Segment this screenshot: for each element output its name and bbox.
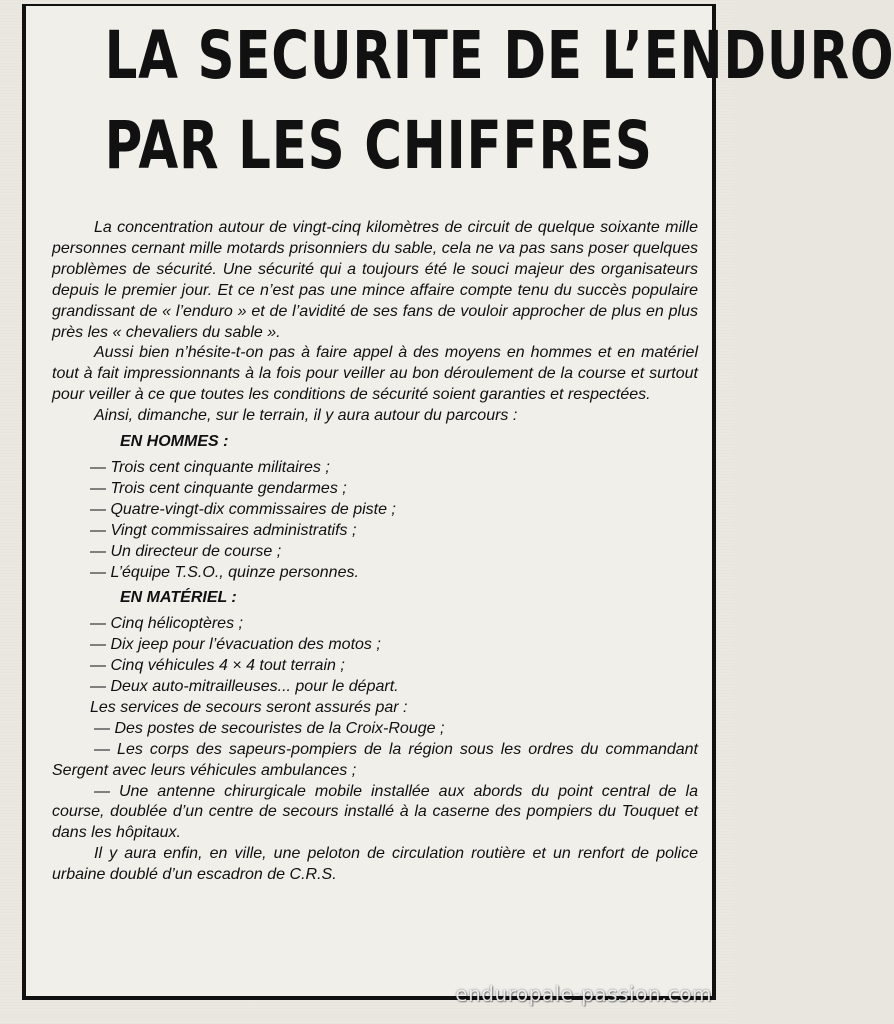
heading-material: EN MATÉRIEL : [120, 589, 237, 607]
paragraph-means: Aussi bien n’hésite-t-on pas à faire appel à des moyens en hommes et en matériel tout à fait impressionnants à la fois pour veiller au bon déroulement de la course et surtout pour veiller à ce que toutes les conditions de sécurité soient garanties et respectées. [52, 344, 698, 404]
article-body [52, 218, 698, 886]
list-item-material: — Cinq hélicoptères ; [90, 615, 243, 633]
list-item-men: — Trois cent cinquante militaires ; [90, 458, 330, 476]
rescue-intro: Les services de secours seront assurés par : [90, 698, 408, 716]
list-item-men: — Trois cent cinquante gendarmes ; [90, 479, 347, 497]
list-item-rescue: — Une antenne chirurgicale mobile installée aux abords du point central de la course, doublée d’un centre de secours installé à la caserne des pompiers du Touquet et dans les hôpitaux. [52, 782, 698, 842]
list-item-rescue: — Des postes de secouristes de la Croix-Rouge ; [94, 719, 445, 737]
list-item-rescue: — Les corps des sapeurs-pompiers de la région sous les ordres du commandant Sergent avec leurs véhicules ambulances ; [52, 740, 698, 779]
headline-line-1: LA SECURITE DE L’ENDURO [104, 17, 894, 94]
list-item-men: — Quatre-vingt-dix commissaires de piste ; [90, 500, 396, 518]
list-item-material: — Dix jeep pour l’évacuation des motos ; [90, 636, 381, 654]
list-item-material: — Deux auto-mitrailleuses... pour le départ. [90, 678, 399, 696]
list-item-material: — Cinq véhicules 4 × 4 tout terrain ; [90, 657, 345, 675]
paragraph-terrain: Ainsi, dimanche, sur le terrain, il y aura autour du parcours : [94, 407, 518, 425]
headline-line-2: PAR LES CHIFFRES [104, 107, 653, 184]
paragraph-intro: La concentration autour de vingt-cinq kilomètres de circuit de quelque soixante mille personnes cernant mille motards prisonniers du sable, cela ne va pas sans poser quelques problèmes de sécurité. Une sécurité qui a toujours été le souci majeur des organisateurs depuis le premier jour. Et ce n’est pas une mince affaire compte tenu du succès populaire grandissant de « l’enduro » et de l’avidité de ses fans de vouloir approcher de plus en plus près les « chevaliers du sable ». [52, 219, 698, 341]
paragraph-closing: Il y aura enfin, en ville, une peloton de circulation routière et un renfort de police urbaine doublé d’un escadron de C.R.S. [52, 845, 698, 884]
list-item-men: — Un directeur de course ; [90, 542, 282, 560]
watermark-text: enduropale-passion.com [455, 982, 712, 1006]
list-item-men: — Vingt commissaires administratifs ; [90, 521, 357, 539]
heading-men: EN HOMMES : [120, 433, 229, 451]
list-item-men: — L’équipe T.S.O., quinze personnes. [90, 563, 359, 581]
